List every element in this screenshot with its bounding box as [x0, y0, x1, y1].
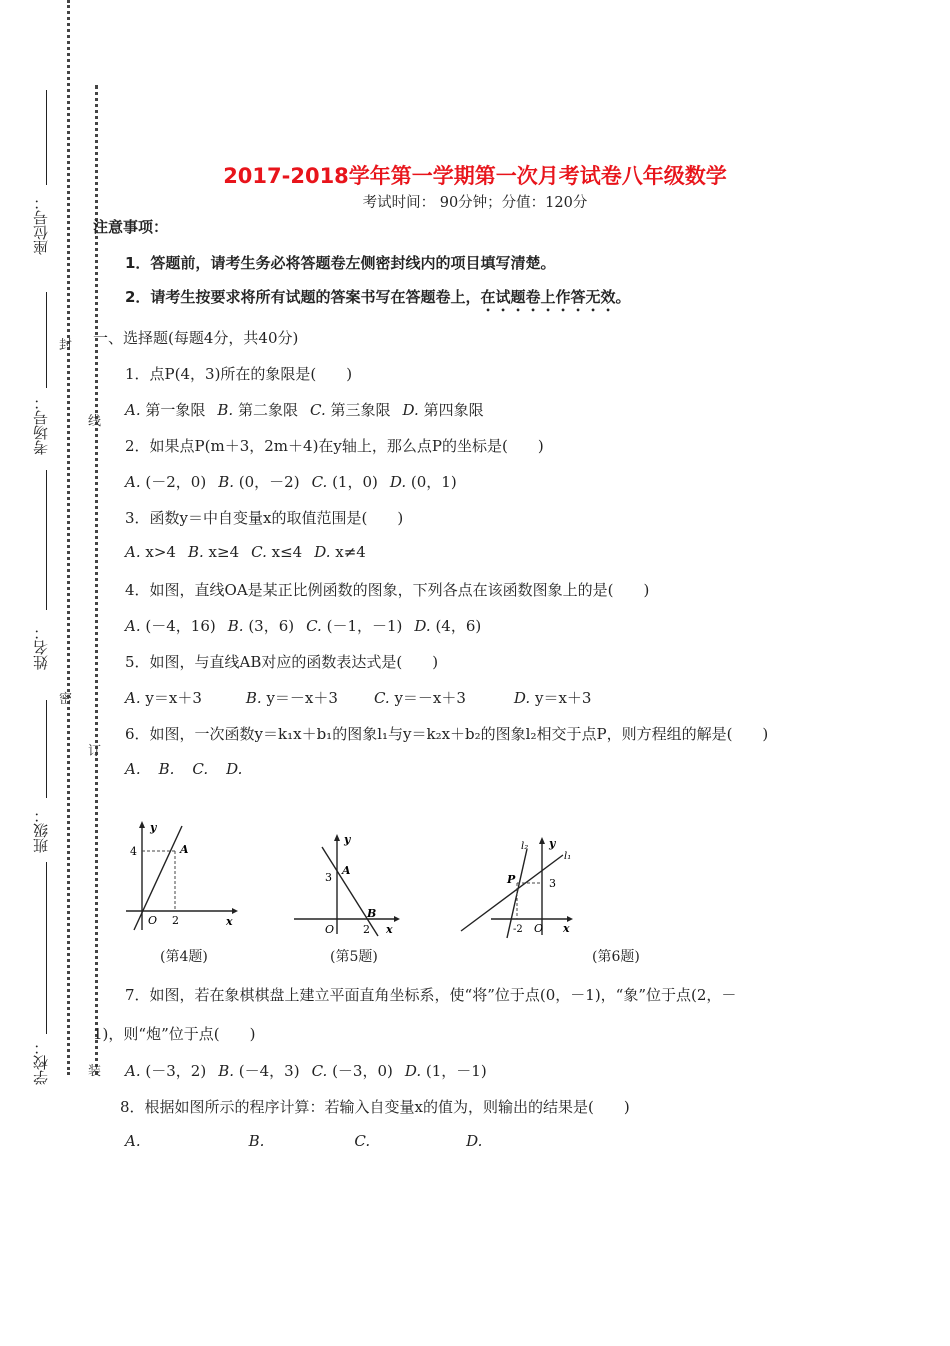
- question-3-options: [125, 543, 366, 561]
- page-title: 2017-2018学年第一学期第一次月考试卷八年级数学: [223, 164, 727, 188]
- question-8-options: [125, 1132, 482, 1150]
- opt-label-a: A.: [125, 1132, 141, 1150]
- opt-label-c: C.: [311, 473, 328, 491]
- opt-text-a: (－3，2): [145, 1062, 207, 1080]
- question-2-options: [125, 471, 457, 492]
- field-class: 班级：: [32, 808, 50, 853]
- opt-text-c: (1，0): [332, 473, 378, 491]
- opt-text-b: x≥4: [208, 543, 240, 561]
- blank-line-room: [46, 292, 47, 388]
- blank-line-name: [46, 470, 47, 610]
- opt-label-d: D.: [404, 1062, 422, 1080]
- seal-char-xian: 线: [88, 414, 102, 429]
- question-7: 7．如图，若在象棋棋盘上建立平面直角坐标系，使“将”位于点(0，－1)，“象”位于点(2，－: [125, 986, 737, 1004]
- opt-label-d: D.: [402, 401, 419, 419]
- opt-label-d: D.: [226, 760, 243, 778]
- opt-text-a: x>4: [145, 543, 176, 561]
- seal-char-zhuang: 装: [88, 1064, 102, 1079]
- opt-label-d: D.: [389, 473, 407, 491]
- f4-point-a: A: [180, 843, 189, 856]
- opt-label-a: A.: [125, 401, 141, 419]
- opt-label-b: B.: [217, 401, 234, 419]
- opt-label-c: C.: [354, 1132, 371, 1150]
- opt-label-a: A.: [125, 760, 141, 778]
- opt-text-a: (－4，16): [145, 617, 216, 635]
- question-4: 4．如图，直线OA是某正比例函数的图象，下列各点在该函数图象上的是( ): [125, 581, 650, 599]
- seal-char-feng: 封: [59, 338, 73, 353]
- opt-text-d: (4，6): [435, 617, 482, 635]
- opt-label-a: A.: [125, 617, 141, 635]
- notice-item-2-text: 2．请考生按要求将所有试题的答案书写在答题卷上，: [125, 288, 481, 306]
- opt-label-a: A.: [125, 473, 141, 491]
- f5-tick-2: 2: [363, 923, 370, 936]
- opt-label-d: D.: [414, 617, 431, 635]
- f5-origin: O: [325, 923, 335, 936]
- f4-y-label: y: [150, 821, 157, 834]
- opt-text-a: (－2，0): [145, 473, 207, 491]
- f4-tick-4: 4: [130, 845, 137, 858]
- question-8: 8．根据如图所示的程序计算：若输入自变量x的值为，则输出的结果是( ): [120, 1098, 630, 1116]
- f5-x-label: x: [386, 923, 393, 936]
- question-6: 6．如图，一次函数y＝k₁x＋b₁的图象l₁与y＝k₂x＋b₂的图象l₂相交于点P，则方程组的解是( ): [125, 725, 769, 743]
- seal-char-ding: 订: [88, 744, 102, 759]
- figure-4-graph: [120, 818, 240, 933]
- opt-label-b: B.: [218, 1062, 234, 1080]
- f4-origin: O: [148, 914, 158, 927]
- figure-5-graph: [290, 830, 405, 940]
- question-3: 3．函数y＝中自变量x的取值范围是( ): [125, 509, 404, 527]
- f6-origin: O: [534, 922, 544, 935]
- opt-text-d: (0，1): [410, 473, 457, 491]
- notice-item-2: [125, 286, 630, 315]
- field-seat-number: 座位号：: [32, 195, 50, 255]
- f6-y-label: y: [549, 837, 556, 850]
- opt-text-d: y＝x＋3: [534, 689, 592, 707]
- f6-point-p: P: [507, 873, 516, 886]
- question-2: 2．如果点P(m＋3，2m＋4)在y轴上，那么点P的坐标是( ): [125, 437, 544, 455]
- opt-label-b: B.: [158, 760, 175, 778]
- section-heading: 一、选择题(每题4分，共40分): [93, 329, 299, 347]
- opt-text-b: (0，－2): [238, 473, 300, 491]
- notice-item-2-emphasis: 在试题卷上作答无效: [480, 288, 616, 306]
- f6-line-l2: l₂: [521, 841, 529, 852]
- seal-char-mi: 密: [59, 692, 73, 707]
- opt-label-a: A.: [125, 543, 141, 561]
- opt-label-b: B.: [248, 1132, 265, 1150]
- blank-line-class: [46, 700, 47, 798]
- opt-text-c: (－1，－1): [326, 617, 403, 635]
- opt-text-d: 第四象限: [423, 401, 484, 419]
- opt-text-d: (1，－1): [425, 1062, 487, 1080]
- f6-tick-neg2: -2: [513, 924, 523, 935]
- figure-6-caption: (第6题): [592, 949, 640, 965]
- opt-text-b: (3，6): [248, 617, 295, 635]
- question-4-options: [125, 615, 481, 636]
- f6-x-label: x: [563, 922, 570, 935]
- question-5: 5．如图，与直线AB对应的函数表达式是( ): [125, 653, 439, 671]
- notice-item-2-end: 。: [615, 288, 631, 306]
- f5-y-label: y: [344, 833, 351, 846]
- figure-5-caption: (第5题): [330, 949, 378, 965]
- opt-label-d: D.: [513, 689, 531, 707]
- f6-line-l1: l₁: [564, 851, 572, 862]
- opt-text-c: x≤4: [271, 543, 303, 561]
- opt-label-c: C.: [306, 617, 322, 635]
- field-name: 姓名：: [32, 625, 50, 670]
- opt-text-c: y＝－x＋3: [394, 689, 466, 707]
- question-1: 1．点P(4，3)所在的象限是( ): [125, 365, 353, 383]
- question-7-continued: 1)，则“炮”位于点( ): [93, 1025, 256, 1043]
- field-exam-room: 考场号：: [32, 395, 50, 455]
- f6-tick-3: 3: [549, 877, 556, 890]
- opt-text-a: 第一象限: [145, 401, 206, 419]
- figure-4-caption: (第4题): [160, 949, 208, 965]
- opt-text-a: y＝x＋3: [145, 689, 202, 707]
- f5-tick-3: 3: [325, 871, 332, 884]
- blank-line-school: [46, 862, 47, 1034]
- field-school: 学校：: [32, 1040, 50, 1085]
- opt-label-c: C.: [251, 543, 267, 561]
- f4-x-label: x: [226, 915, 233, 928]
- opt-label-d: D.: [466, 1132, 483, 1150]
- notice-heading: 注意事项：: [93, 218, 169, 236]
- opt-label-c: C.: [373, 689, 390, 707]
- opt-text-b: y＝－x＋3: [266, 689, 338, 707]
- opt-label-b: B.: [218, 473, 234, 491]
- question-6-options: [125, 760, 242, 778]
- opt-text-d: x≠4: [335, 543, 366, 561]
- opt-text-c: 第三象限: [330, 401, 391, 419]
- question-5-options: [125, 687, 591, 708]
- opt-label-b: B.: [187, 543, 204, 561]
- opt-label-b: B.: [227, 617, 244, 635]
- opt-label-a: A.: [125, 1062, 141, 1080]
- f5-point-b: B: [367, 907, 377, 920]
- opt-label-c: C.: [310, 401, 326, 419]
- notice-item-1: 1．答题前，请考生务必将答题卷左侧密封线内的项目填写清楚。: [125, 254, 556, 272]
- question-7-options: [125, 1060, 487, 1081]
- figure-6-graph: [455, 835, 580, 940]
- opt-label-d: D.: [314, 543, 331, 561]
- opt-text-b: 第二象限: [237, 401, 298, 419]
- opt-text-b: (－4，3): [238, 1062, 300, 1080]
- f4-tick-2: 2: [172, 914, 179, 927]
- f5-point-a: A: [342, 864, 351, 877]
- opt-label-c: C.: [311, 1062, 328, 1080]
- exam-info: 考试时间： 90分钟；分值：120分: [362, 195, 588, 211]
- opt-text-c: (－3，0): [332, 1062, 393, 1080]
- opt-label-c: C.: [192, 760, 209, 778]
- question-1-options: [125, 399, 484, 420]
- opt-label-b: B.: [245, 689, 262, 707]
- opt-label-a: A.: [125, 689, 141, 707]
